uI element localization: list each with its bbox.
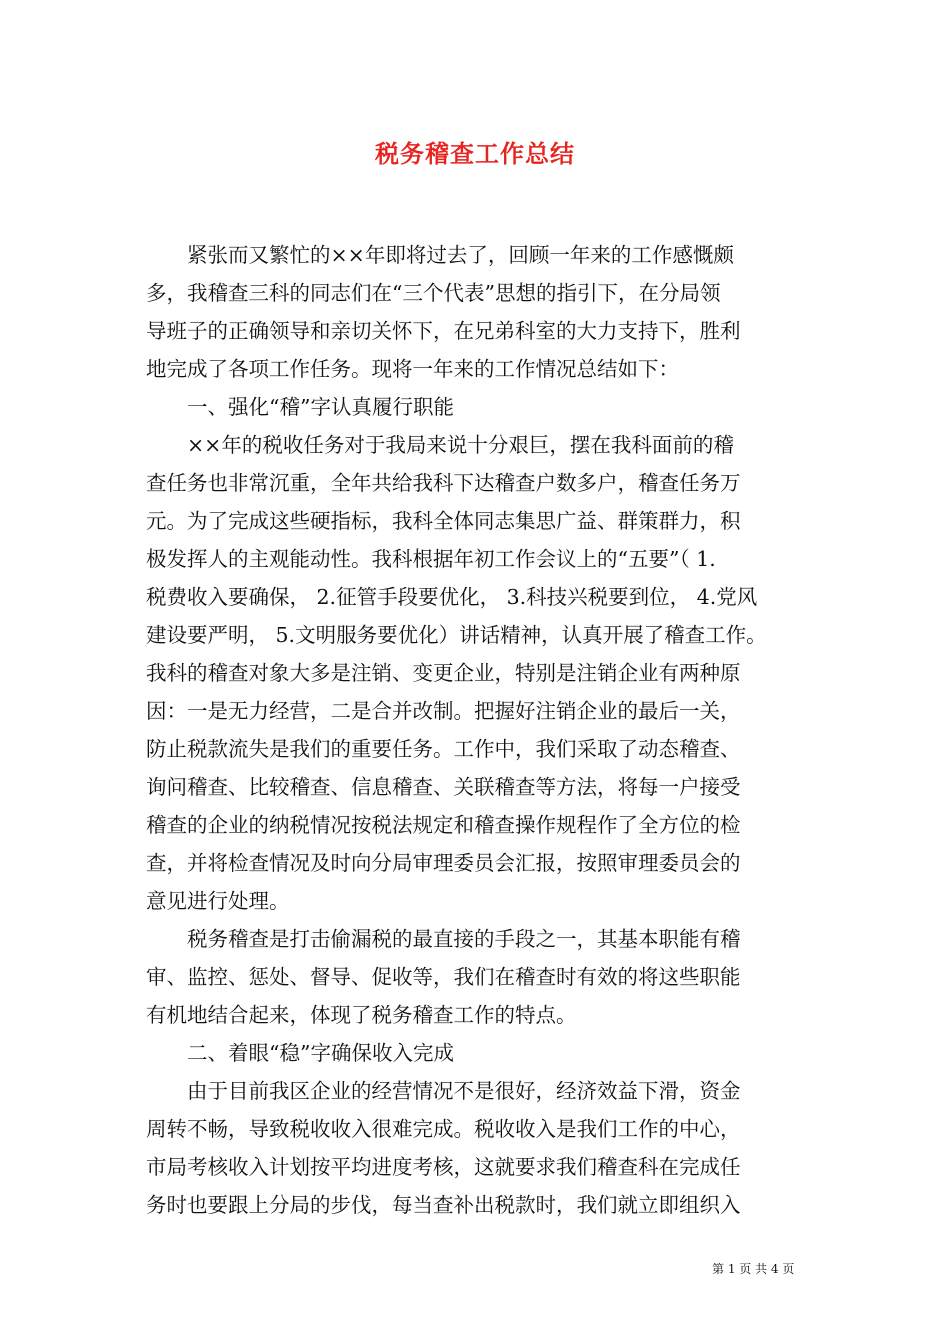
body-line: 稽查的企业的纳税情况按税法规定和稽查操作规程作了全方位的检 (146, 813, 741, 837)
document-title: 税务稽查工作总结 (375, 140, 575, 168)
body-line: 紧张而又繁忙的××年即将过去了，回顾一年来的工作感慨颇 (146, 243, 734, 267)
body-line: 意见进行处理。 (146, 889, 290, 913)
body-line: 多，我稽查三科的同志们在“三个代表”思想的指引下，在分局领 (146, 281, 721, 305)
body-line: 因：一是无力经营，二是合并改制。把握好注销企业的最后一关， (146, 699, 741, 723)
body-line: 由于目前我区企业的经营情况不是很好，经济效益下滑，资金 (146, 1079, 741, 1103)
body-line: 防止税款流失是我们的重要任务。工作中，我们采取了动态稽查、 (146, 737, 741, 761)
body-line: 市局考核收入计划按平均进度考核，这就要求我们稽查科在完成任 (146, 1155, 741, 1179)
section-heading-1: 一、强化“稽”字认真履行职能 (146, 395, 454, 419)
body-line: 询问稽查、比较稽查、信息稽查、关联稽查等方法，将每一户接受 (146, 775, 741, 799)
body-line: 导班子的正确领导和亲切关怀下，在兄弟科室的大力支持下，胜利 (146, 319, 741, 343)
body-line: 有机地结合起来，体现了税务稽查工作的特点。 (146, 1003, 577, 1027)
page-number: 第 1 页 共 4 页 (712, 1262, 795, 1276)
body-line: 地完成了各项工作任务。现将一年来的工作情况总结如下： (146, 357, 679, 381)
body-line: ××年的税收任务对于我局来说十分艰巨，摆在我科面前的稽 (146, 433, 734, 457)
body-line: 我科的稽查对象大多是注销、变更企业，特别是注销企业有两种原 (146, 661, 741, 685)
body-line: 查任务也非常沉重，全年共给我科下达稽查户数多户，稽查任务万 (146, 471, 741, 495)
body-line: 极发挥人的主观能动性。我科根据年初工作会议上的“五要”（ 1. (146, 547, 716, 571)
body-line: 查，并将检查情况及时向分局审理委员会汇报，按照审理委员会的 (146, 851, 741, 875)
body-line: 审、监控、惩处、督导、促收等，我们在稽查时有效的将这些职能 (146, 965, 741, 989)
body-line: 建设要严明， 5.文明服务要优化）讲话精神，认真开展了稽查工作。 (146, 623, 767, 647)
body-line: 税务稽查是打击偷漏税的最直接的手段之一，其基本职能有稽 (146, 927, 741, 951)
body-line: 元。为了完成这些硬指标，我科全体同志集思广益、群策群力，积 (146, 509, 741, 533)
document-body (146, 236, 810, 1224)
body-line: 务时也要跟上分局的步伐，每当查补出税款时，我们就立即组织入 (146, 1193, 741, 1217)
body-line: 税费收入要确保， 2.征管手段要优化， 3.科技兴税要到位， 4.党风 (146, 585, 758, 609)
body-line: 周转不畅，导致税收收入很难完成。税收收入是我们工作的中心， (146, 1117, 741, 1141)
section-heading-2: 二、着眼“稳”字确保收入完成 (146, 1041, 454, 1065)
